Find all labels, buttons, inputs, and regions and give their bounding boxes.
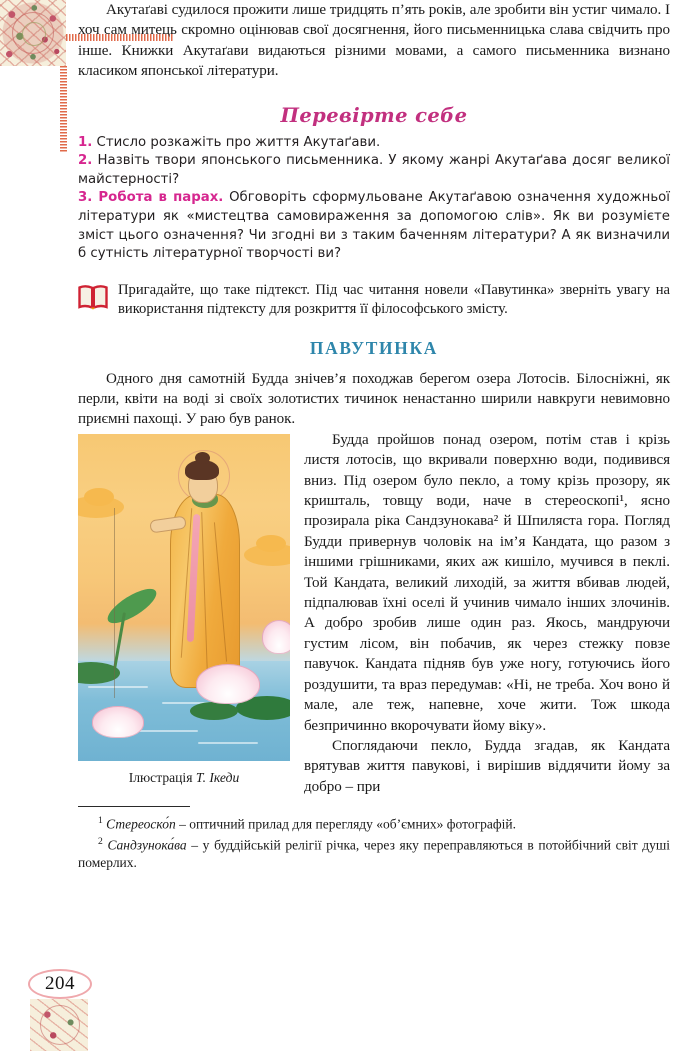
intro-paragraph: Акутаґаві судилося прожити лише тридцять п’ять років, але зробити він устиг чимало. І хоч сам митець скромно оцінював свої досягнення, його письменницька слава свідчить про інше. Книжки Акутаґави видаються різними мовами, а самого письменника визнано класиком японської літератури. (78, 2, 670, 80)
question-list (78, 134, 670, 264)
question-text: Стисло розкажіть про життя Акутаґави. (92, 134, 381, 150)
lotus-pad (103, 582, 161, 629)
cloud-shape (84, 488, 114, 506)
story-paragraph-3: Споглядаючи пекло, Будда згадав, як Кандата врятував життя павукові, і вирішив віддячити йому за добро – при (304, 737, 670, 795)
ornament-ring-inner (22, 22, 46, 46)
water-ripple (198, 742, 258, 744)
question-number: 1. (78, 134, 93, 150)
lotus-blossom (92, 706, 144, 738)
footnote-text: – оптичний прилад для перегляду «об’ємних» фотографій. (175, 816, 516, 832)
question-number: 3. (78, 190, 93, 206)
callout-text: Пригадайте, що таке підтекст. Під час читання новели «Павутинка» зверніть увагу на використання підтексту для розкриття її філософського змісту. (118, 281, 670, 318)
list-item (78, 189, 670, 263)
spider-thread (114, 508, 115, 698)
vertical-striped-rule (60, 66, 67, 153)
topknot-shape (195, 452, 210, 464)
caption-author: Т. Ікеди (195, 769, 240, 785)
footnote-term: Стереоско́п (106, 816, 176, 832)
list-item (78, 134, 670, 153)
footnote-term: Сандзунока́ва (107, 837, 187, 853)
page-number-badge (28, 969, 92, 999)
bottom-ornament-ring (40, 1005, 80, 1045)
lotus-pad (190, 702, 238, 720)
illustration-figure (78, 434, 290, 786)
footnote-item (78, 833, 670, 871)
water-ripple (88, 686, 148, 688)
page-content (78, 0, 670, 1029)
question-label: Робота в парах. (92, 190, 224, 206)
corner-ornament-decoration (0, 0, 66, 66)
footnote-marker: 1 (98, 815, 103, 827)
check-yourself-heading: Перевірте себе (280, 103, 468, 127)
open-book-icon (78, 284, 108, 310)
reminder-callout (78, 281, 670, 320)
list-item (78, 152, 670, 189)
story-title: ПАВУТИНКА (309, 337, 439, 358)
caption-prefix: Ілюстрація (128, 769, 196, 785)
buddha-lotus-illustration (78, 434, 290, 761)
lotus-blossom (262, 620, 290, 654)
footnotes-section (78, 812, 670, 871)
cloud-shape (256, 535, 286, 552)
footnote-text: – у буддійській релігії річка, через яку переправляються в потойбічний світ душі померлих. (78, 837, 671, 870)
illustration-caption (78, 769, 290, 786)
question-number: 2. (78, 153, 93, 169)
footnote-marker: 2 (98, 836, 103, 848)
lotus-blossom (196, 664, 260, 704)
footnote-item (78, 812, 670, 833)
bottom-ornament-decoration (30, 999, 88, 1051)
footnote-separator (78, 806, 190, 807)
question-text: Обговоріть сформульоване Акутаґавою означення художньої літератури як «мистецтва самовираження за допомогою слів». Як ви розумієте зміст цього означення? Чи згодні ви з таким баченням літератури? А як визначили б сутність літературної творчості ви? (78, 190, 670, 262)
question-text: Назвіть твори японського письменника. У якому жанрі Акутаґава досяг великої майстерності? (78, 153, 670, 187)
story-paragraph-1: Одного дня самотній Будда знічев’я походжав берегом озера Лотосів. Білосніжні, як перли, квіти на воді зі своїх золотистих тичинок ненастанно ширили навкруги невимовно приємні пахощі. У раю був ранок. (78, 370, 670, 428)
story-paragraph-2: Будда пройшов понад озером, потім став і крізь листя лотосів, що вкривали поверхню води, подивився вниз. Під озером було пекло, а тому крізь прозору, як кришталь, товщу води, наче в стереоскопі¹, ясно прозирала ріка Сандзунокава² й Шпиляста гора. Погляд Будди привернув чоловік на ім’я Кандата, що разом з іншими грішниками, яких аж кишіло, мучився в пеклі. Той Кандата, великий лиходій, за життя вбивав людей, підпалював їхні оселі й учинив чимало інших злочинів. А добро зробив лише один раз. Якось, мандруючи густим лісом, він побачив, як через стежку повзе павучок. Кандата підняв був уже ногу, готуючись його роздушити, та враз передумав: «Ні, не треба. Хоч воно й мале, але теж, напевне, хоче жити. Тож шкода безпричинно вкорочувати йому віку». (304, 431, 670, 734)
page-number: 204 (45, 973, 75, 994)
